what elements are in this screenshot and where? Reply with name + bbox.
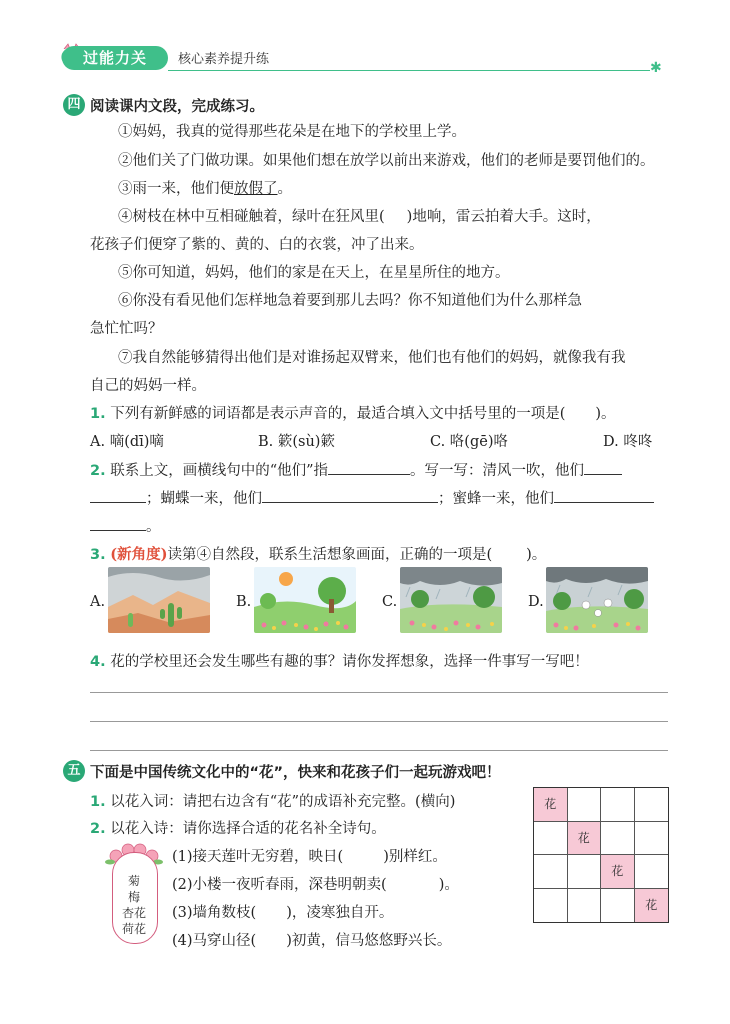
q1-option-a: A. 嘀(dī)嘀 bbox=[90, 434, 164, 450]
grid-cell-blank[interactable] bbox=[635, 822, 669, 856]
header-badge: 过能力关 bbox=[62, 46, 168, 70]
idiom-grid bbox=[533, 787, 669, 923]
poem-1 bbox=[172, 845, 447, 866]
question-2-text-d: ；蜜蜂一来，他们 bbox=[438, 491, 554, 507]
grid-cell-hua[interactable]: 花 bbox=[635, 889, 669, 923]
question-2-line-1 bbox=[90, 459, 622, 480]
s5-question-2-number: 2. bbox=[90, 821, 106, 837]
question-3-number: 3. bbox=[90, 547, 106, 563]
poem-4-end: )初黄，信马悠悠野兴长。 bbox=[286, 933, 452, 949]
question-2-number: 2. bbox=[90, 463, 106, 479]
paragraph-5: ⑤你可知道，妈妈，他们的家是在天上，在星星所住的地方。 bbox=[118, 265, 510, 281]
paragraph-4-line-2: 花孩子们便穿了紫的、黄的、白的衣裳，冲了出来。 bbox=[90, 237, 424, 253]
grid-cell-blank[interactable] bbox=[601, 788, 635, 822]
section-4-badge: 四 bbox=[63, 94, 85, 116]
grid-cell-hua[interactable]: 花 bbox=[601, 855, 635, 889]
paragraph-4-part-a: ④树枝在林中互相碰触着，绿叶在狂风里( bbox=[118, 209, 385, 225]
paragraph-3 bbox=[118, 177, 292, 198]
question-2-text-c: ；蝴蝶一来，他们 bbox=[146, 491, 262, 507]
s5-question-1-number: 1. bbox=[90, 794, 106, 810]
answer-blank[interactable] bbox=[262, 488, 438, 503]
poem-2 bbox=[172, 873, 459, 894]
q3-option-c-image[interactable] bbox=[400, 567, 502, 633]
question-2-end: 。 bbox=[146, 519, 161, 535]
paragraph-4-line-1 bbox=[118, 205, 601, 226]
underlined-phrase: 放假了 bbox=[234, 181, 278, 197]
s5-question-2 bbox=[90, 817, 386, 838]
section-5-title: 下面是中国传统文化中的“花”，快来和花孩子们一起玩游戏吧！ bbox=[90, 765, 501, 781]
poem-3-end: )，凌寒独自开。 bbox=[286, 905, 394, 921]
answer-line[interactable] bbox=[90, 692, 668, 693]
q1-option-d: D. 咚咚 bbox=[603, 434, 653, 450]
question-2-line-3 bbox=[90, 515, 161, 536]
paragraph-3-end: 。 bbox=[277, 181, 292, 197]
poem-2-start: (2)小楼一夜听春雨，深巷明朝卖( bbox=[172, 877, 387, 893]
paragraph-6-line-1: ⑥你没有看见他们怎样地急着要到那儿去吗？你不知道他们为什么那样急 bbox=[118, 293, 582, 309]
flower-name-xinghua: 杏花 bbox=[122, 906, 147, 920]
flower-name-mei: 梅 bbox=[128, 890, 141, 904]
grid-cell-blank[interactable] bbox=[568, 889, 602, 923]
paragraph-4-part-b: )地响，雷云拍着大手。这时， bbox=[406, 209, 601, 225]
star-icon: ✱ bbox=[650, 60, 662, 76]
paragraph-2: ②他们关了门做功课。如果他们想在放学以前出来游戏，他们的老师是要罚他们的。 bbox=[118, 153, 655, 169]
grid-cell-blank[interactable] bbox=[568, 855, 602, 889]
poem-1-end: )别样红。 bbox=[383, 849, 447, 865]
grid-cell-blank[interactable] bbox=[534, 889, 568, 923]
question-4 bbox=[90, 650, 589, 671]
grid-cell-blank[interactable] bbox=[568, 788, 602, 822]
s5-question-2-text: 以花入诗：请你选择合适的花名补全诗句。 bbox=[110, 821, 386, 837]
question-3-end: )。 bbox=[526, 547, 547, 563]
header-subtitle: 核心素养提升练 bbox=[178, 52, 270, 67]
question-4-number: 4. bbox=[90, 654, 106, 670]
q1-option-b: B. 簌(sù)簌 bbox=[258, 434, 335, 450]
question-3-text: 读第④自然段，联系生活想象画面，正确的一项是( bbox=[167, 547, 493, 563]
q3-option-a-image[interactable] bbox=[108, 567, 210, 633]
question-1 bbox=[90, 402, 616, 423]
grid-cell-blank[interactable] bbox=[601, 822, 635, 856]
poem-4 bbox=[172, 929, 451, 950]
poem-2-end: )。 bbox=[438, 877, 459, 893]
answer-blank[interactable] bbox=[554, 488, 654, 503]
question-4-text: 花的学校里还会发生哪些有趣的事？请你发挥想象，选择一件事写一写吧！ bbox=[110, 654, 589, 670]
question-1-end: )。 bbox=[595, 406, 616, 422]
grid-cell-blank[interactable] bbox=[534, 855, 568, 889]
paragraph-7-line-1: ⑦我自然能够猜得出他们是对谁扬起双臂来，他们也有他们的妈妈，就像我有我 bbox=[118, 350, 626, 366]
question-2-text-a: 联系上文，画横线句中的“他们”指 bbox=[110, 463, 329, 479]
answer-blank[interactable] bbox=[584, 460, 622, 475]
answer-blank[interactable] bbox=[328, 460, 410, 475]
section-5-badge: 五 bbox=[63, 760, 85, 782]
grid-cell-blank[interactable] bbox=[534, 822, 568, 856]
poem-3-start: (3)墙角数枝( bbox=[172, 905, 257, 921]
flower-name-hehua: 荷花 bbox=[122, 922, 147, 936]
question-2-line-2 bbox=[90, 487, 654, 508]
grid-cell-hua[interactable]: 花 bbox=[534, 788, 568, 822]
s5-question-1-text: 以花入词：请把右边含有“花”的成语补充完整。(横向) bbox=[110, 794, 456, 810]
question-3 bbox=[90, 543, 546, 564]
q3-option-c-label: C. bbox=[382, 594, 398, 610]
q3-option-d-image[interactable] bbox=[546, 567, 648, 633]
grid-cell-blank[interactable] bbox=[635, 788, 669, 822]
answer-blank[interactable] bbox=[90, 516, 146, 531]
poem-3 bbox=[172, 901, 393, 922]
paragraph-1: ①妈妈，我真的觉得那些花朵是在地下的学校里上学。 bbox=[118, 124, 466, 140]
question-1-text: 下列有新鲜感的词语都是表示声音的，最适合填入文中括号里的一项是( bbox=[110, 406, 566, 422]
question-1-number: 1. bbox=[90, 406, 106, 422]
new-angle-tag: (新角度) bbox=[110, 546, 168, 563]
q3-option-d-label: D. bbox=[528, 594, 544, 610]
grid-cell-hua[interactable]: 花 bbox=[568, 822, 602, 856]
poem-1-start: (1)接天莲叶无穷碧，映日( bbox=[172, 849, 344, 865]
grid-cell-blank[interactable] bbox=[601, 889, 635, 923]
paragraph-3-start: ③雨一来，他们便 bbox=[118, 181, 234, 197]
q3-option-b-label: B. bbox=[236, 594, 252, 610]
answer-line[interactable] bbox=[90, 721, 668, 722]
q1-option-c: C. 咯(gē)咯 bbox=[430, 434, 508, 450]
poem-4-start: (4)马穿山径( bbox=[172, 933, 257, 949]
question-2-text-b: 。写一写：清风一吹，他们 bbox=[410, 463, 585, 479]
answer-blank[interactable] bbox=[90, 488, 146, 503]
section-4-title: 阅读课内文段，完成练习。 bbox=[90, 99, 264, 115]
paragraph-6-line-2: 急忙忙吗？ bbox=[90, 321, 163, 337]
q3-option-b-image[interactable] bbox=[254, 567, 356, 633]
paragraph-7-line-2: 自己的妈妈一样。 bbox=[90, 378, 206, 394]
answer-line[interactable] bbox=[90, 750, 668, 751]
header-divider bbox=[168, 70, 650, 71]
flower-name-ju: 菊 bbox=[128, 874, 141, 888]
q3-option-a-label: A. bbox=[90, 594, 106, 610]
grid-cell-blank[interactable] bbox=[635, 855, 669, 889]
s5-question-1 bbox=[90, 790, 455, 811]
